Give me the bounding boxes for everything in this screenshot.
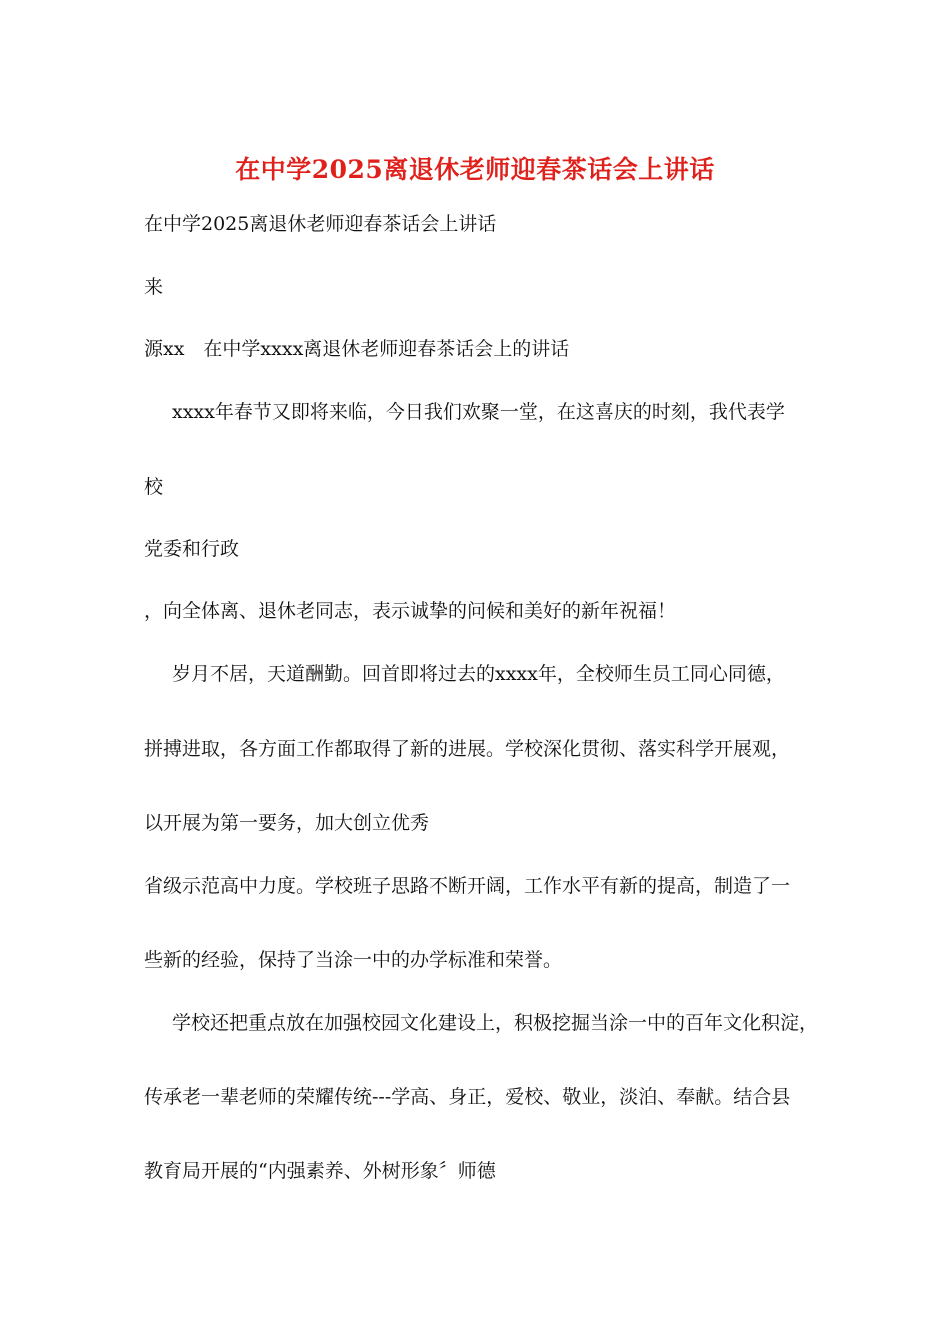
paragraph-line: 学校还把重点放在加强校园文化建设上，积极挖掘当涂一中的百年文化积淀， [172,1012,819,1034]
paragraph-line: 校 [144,476,164,498]
source-label-line: 来 [144,276,164,298]
document-title: 在中学2025离退休老师迎春茶话会上讲话 [235,155,715,184]
paragraph-line: 些新的经验，保持了当涂一中的办学标准和荣誉。 [144,949,563,971]
paragraph-line: 岁月不居，天道酬勤。回首即将过去的xxxx年，全校师生员工同心同德， [172,663,785,685]
subtitle-line: 在中学2025离退休老师迎春茶话会上讲话 [144,213,497,235]
source-line: 源xx 在中学xxxx离退休老师迎春茶话会上的讲话 [144,338,570,360]
paragraph-line: 拼搏进取，各方面工作都取得了新的进展。学校深化贯彻、落实科学开展观， [144,738,791,760]
paragraph-line: 以开展为第一要务，加大创立优秀 [144,812,430,834]
paragraph-line: 省级示范高中力度。学校班子思路不断开阔，工作水平有新的提高，制造了一 [144,875,791,897]
paragraph-line: 教育局开展的“内强素养、外树形象〞师德 [144,1160,496,1182]
paragraph-line: 党委和行政 [144,538,240,560]
paragraph-line: 传承老一辈老师的荣耀传统---学高、身正，爱校、敬业，淡泊、奉献。结合县 [144,1086,791,1108]
paragraph-line: xxxx年春节又即将来临，今日我们欢聚一堂，在这喜庆的时刻，我代表学 [172,401,785,423]
paragraph-line: ，向全体离、退休老同志，表示诚挚的问候和美好的新年祝福！ [144,600,677,622]
